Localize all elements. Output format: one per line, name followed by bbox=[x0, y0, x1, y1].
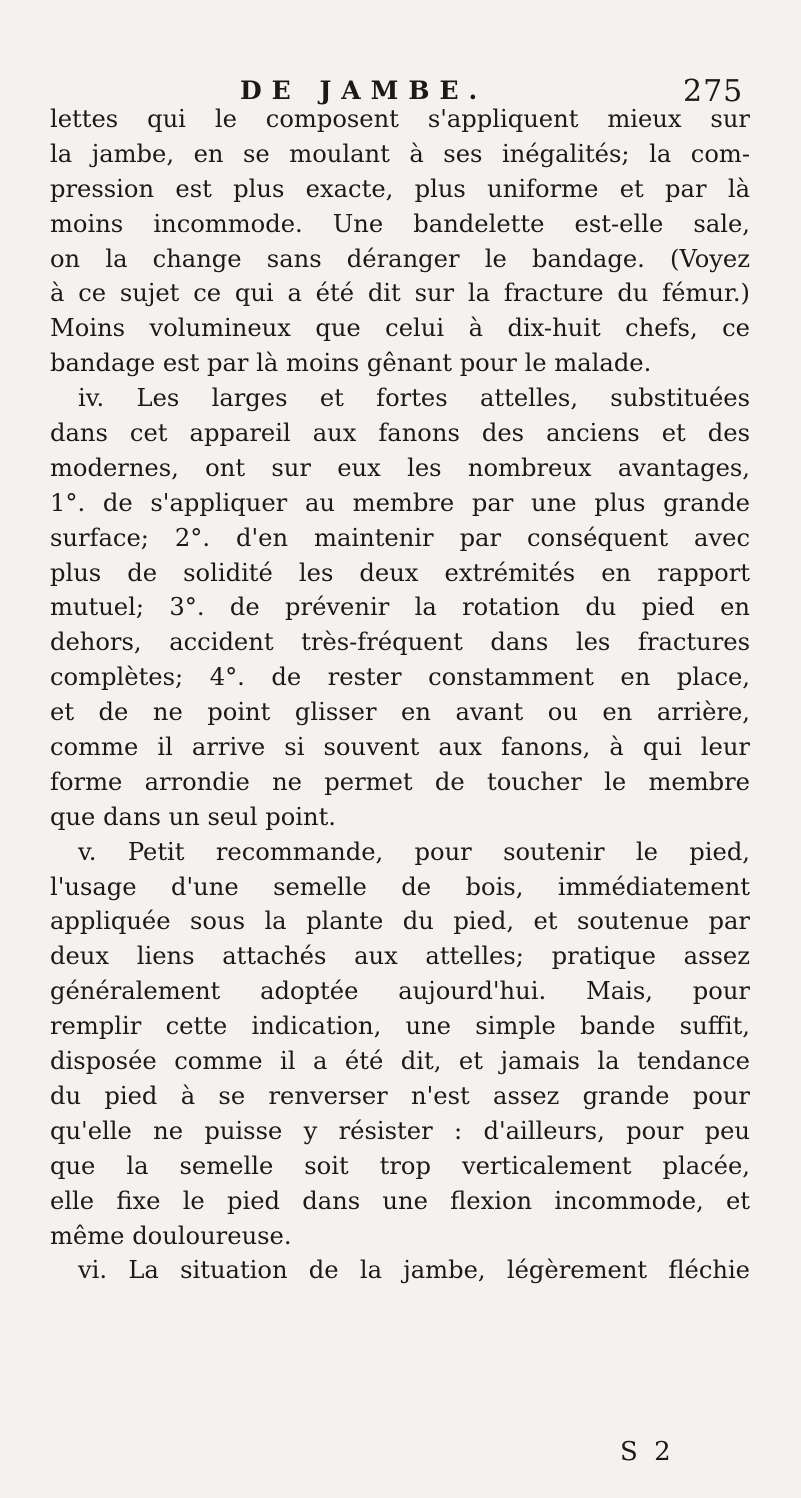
text-line-19: comme il arrive si souvent aux fanons, à qui leur bbox=[50, 733, 750, 762]
text-line-14: plus de solidité les deux extrémités en rapport bbox=[50, 558, 750, 587]
text-line-16: dehors, accident très-fréquent dans les fractures bbox=[50, 628, 750, 657]
text-line-25: deux liens attachés aux attelles; pratique assez bbox=[50, 942, 750, 971]
running-head: DE JAMBE. bbox=[240, 76, 488, 105]
text-line-2: la jambe, en se moulant à ses inégalités; la com- bbox=[50, 139, 750, 168]
text-line-1: lettes qui le composent s'appliquent mieux sur bbox=[50, 105, 750, 133]
text-line-33: même douloureuse. bbox=[50, 1221, 292, 1250]
text-line-29: du pied à se renverser n'est assez grande pour bbox=[50, 1081, 750, 1110]
text-line-4: moins incommode. Une bandelette est-elle sale, bbox=[50, 209, 750, 238]
text-line-34: vi. La situation de la jambe, légèrement fléchie bbox=[78, 1256, 750, 1285]
page-header bbox=[0, 58, 801, 108]
body-text bbox=[50, 102, 750, 1288]
signature-mark: S 2 bbox=[620, 1437, 675, 1467]
text-line-26: généralement adoptée aujourd'hui. Mais, pour bbox=[50, 977, 750, 1006]
text-line-23: l'usage d'une semelle de bois, immédiatement bbox=[50, 872, 750, 901]
text-line-10: dans cet appareil aux fanons des anciens et des bbox=[50, 419, 750, 448]
text-line-27: remplir cette indication, une simple bande suffit, bbox=[50, 1012, 750, 1041]
text-line-24: appliquée sous la plante du pied, et soutenue par bbox=[50, 907, 750, 936]
text-line-3: pression est plus exacte, plus uniforme et par là bbox=[50, 174, 750, 203]
text-line-5: on la change sans déranger le bandage. (Voyez bbox=[50, 244, 750, 273]
text-line-21: que dans un seul point. bbox=[50, 802, 336, 831]
text-line-18: et de ne point glisser en avant ou en arrière, bbox=[50, 698, 750, 727]
text-line-6: à ce sujet ce qui a été dit sur la fracture du fémur.) bbox=[50, 279, 750, 308]
text-line-32: elle fixe le pied dans une flexion incommode, et bbox=[50, 1186, 750, 1215]
text-line-15: mutuel; 3°. de prévenir la rotation du pied en bbox=[50, 593, 750, 622]
text-line-7: Moins volumineux que celui à dix-huit chefs, ce bbox=[50, 314, 750, 343]
text-line-8: bandage est par là moins gênant pour le malade. bbox=[50, 349, 652, 378]
text-line-11: modernes, ont sur eux les nombreux avantages, bbox=[50, 453, 750, 482]
text-line-20: forme arrondie ne permet de toucher le membre bbox=[50, 767, 750, 796]
text-line-28: disposée comme il a été dit, et jamais la tendance bbox=[50, 1047, 750, 1076]
text-line-9: iv. Les larges et fortes attelles, substituées bbox=[78, 384, 750, 413]
text-line-12: 1°. de s'appliquer au membre par une plus grande bbox=[50, 488, 750, 517]
text-line-17: complètes; 4°. de rester constamment en place, bbox=[50, 663, 750, 692]
text-line-13: surface; 2°. d'en maintenir par conséquent avec bbox=[50, 523, 750, 552]
text-line-31: que la semelle soit trop verticalement placée, bbox=[50, 1151, 750, 1180]
text-line-30: qu'elle ne puisse y résister : d'ailleurs, pour peu bbox=[50, 1116, 750, 1145]
page-number: 275 bbox=[683, 74, 744, 109]
text-line-22: v. Petit recommande, pour soutenir le pied, bbox=[78, 837, 750, 866]
